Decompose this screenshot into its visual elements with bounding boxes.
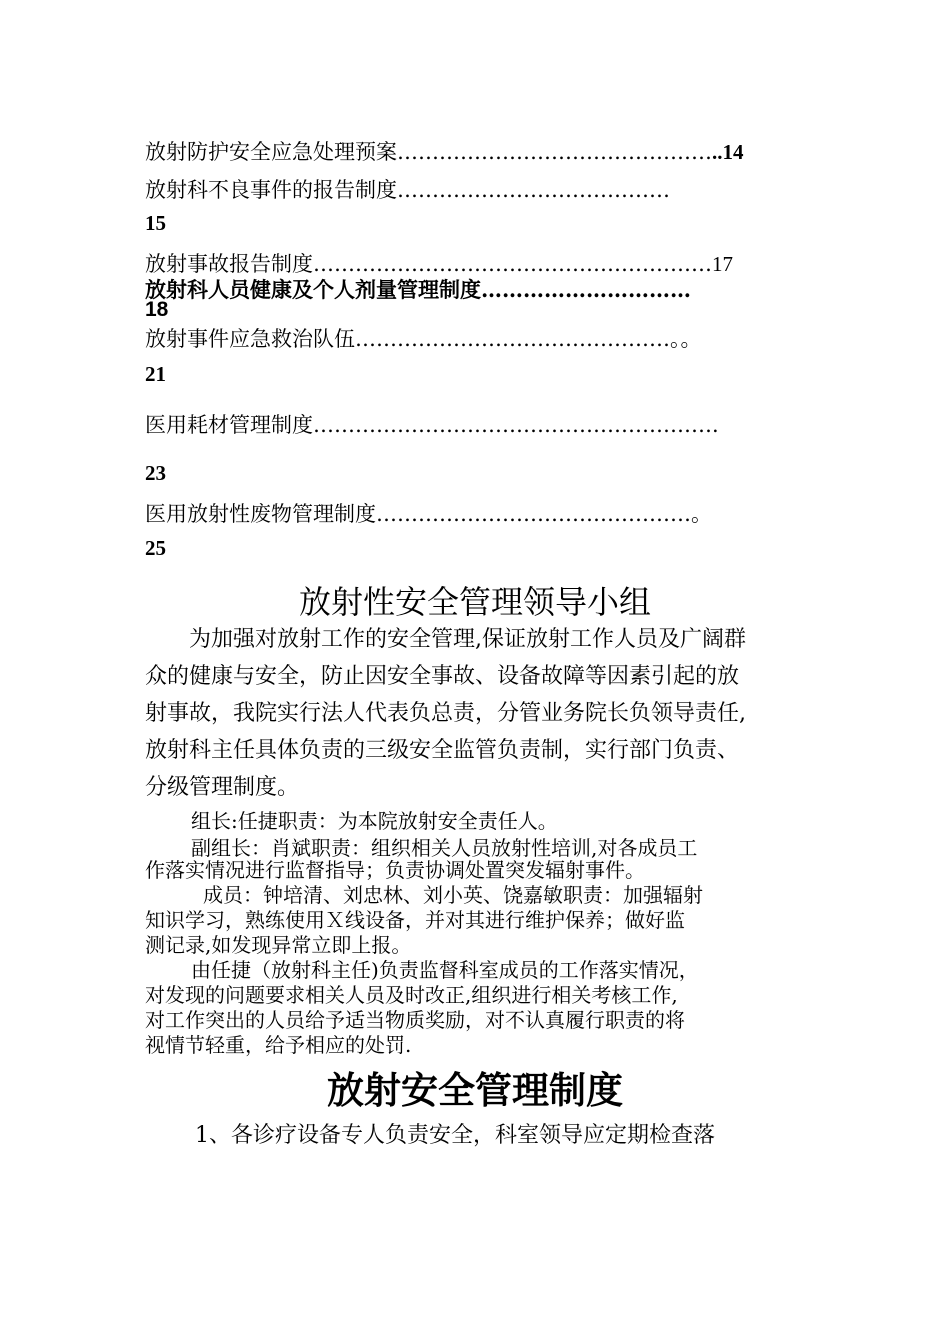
toc-page: 18 <box>145 298 169 321</box>
toc-title: 医用放射性废物管理制度………………………………………。 <box>145 502 712 526</box>
toc-entry-1 <box>145 136 744 166</box>
paragraph-line: 由任捷（放射科主任)负责监督科室成员的工作落实情况， <box>191 958 699 982</box>
paragraph-line: 成员：钟培清、刘忠林、刘小英、饶嘉敏职责：加强辐射 <box>203 883 703 907</box>
paragraph-line: 1、各诊疗设备专人负责安全，科室领导应定期检查落 <box>195 1123 715 1148</box>
paragraph-line: 分级管理制度。 <box>145 775 300 800</box>
toc-entry-2 <box>145 174 670 204</box>
paragraph-line: 众的健康与安全，防止因安全事故、设备故障等因素引起的放 <box>145 664 740 689</box>
paragraph-line: 副组长：肖斌职责：组织相关人员放射性培训,对各成员工 <box>191 836 698 860</box>
section-heading: 放射安全管理制度 <box>327 1070 623 1111</box>
paragraph-line: 对发现的问题要求相关人员及时改正,组织进行相关考核工作, <box>145 983 678 1007</box>
paragraph-line: 视情节轻重，给予相应的处罚. <box>145 1033 412 1057</box>
toc-title: 放射事故报告制度………………………………………………… <box>145 252 712 276</box>
toc-page: 15 <box>145 211 166 235</box>
toc-title: 放射事件应急救治队伍………………………………………。。 <box>145 327 702 351</box>
toc-page: 23 <box>145 461 166 485</box>
paragraph-line: 放射科主任具体负责的三级安全监管负责制，实行部门负责、 <box>145 738 740 763</box>
toc-entry-6 <box>145 409 719 439</box>
paragraph-line: 为加强对放射工作的安全管理,保证放射工作人员及广阔群 <box>189 627 746 652</box>
paragraph-line: 射事故，我院实行法人代表负总责，分管业务院长负领导责任, <box>145 701 746 726</box>
toc-entry-7 <box>145 498 712 528</box>
section-heading: 放射性安全管理领导小组 <box>298 583 651 621</box>
paragraph-line: 组长:任捷职责：为本院放射安全责任人。 <box>191 809 558 833</box>
toc-title: 医用耗材管理制度…………………………………………………. <box>145 413 719 437</box>
paragraph-line: 作落实情况进行监督指导；负责协调处置突发辐射事件。 <box>145 858 645 882</box>
toc-title: 放射科人员健康及个人剂量管理制度………………………… <box>145 277 691 302</box>
toc-page: 17 <box>712 252 733 276</box>
toc-title: 放射科不良事件的报告制度………………………………… <box>145 178 670 202</box>
toc-title: 放射防护安全应急处理预案……………………………………… <box>145 140 712 164</box>
toc-page: 21 <box>145 362 166 386</box>
paragraph-line: 测记录,如发现异常立即上报。 <box>145 933 412 957</box>
paragraph-line: 知识学习，熟练使用Ｘ线设备，并对其进行维护保养；做好监 <box>145 908 685 932</box>
toc-page: 25 <box>145 536 166 560</box>
toc-entry-4 <box>145 274 691 304</box>
toc-entry-5 <box>145 323 702 353</box>
toc-page: ..14 <box>712 140 744 164</box>
paragraph-line: 对工作突出的人员给予适当物质奖励，对不认真履行职责的将 <box>145 1008 685 1032</box>
